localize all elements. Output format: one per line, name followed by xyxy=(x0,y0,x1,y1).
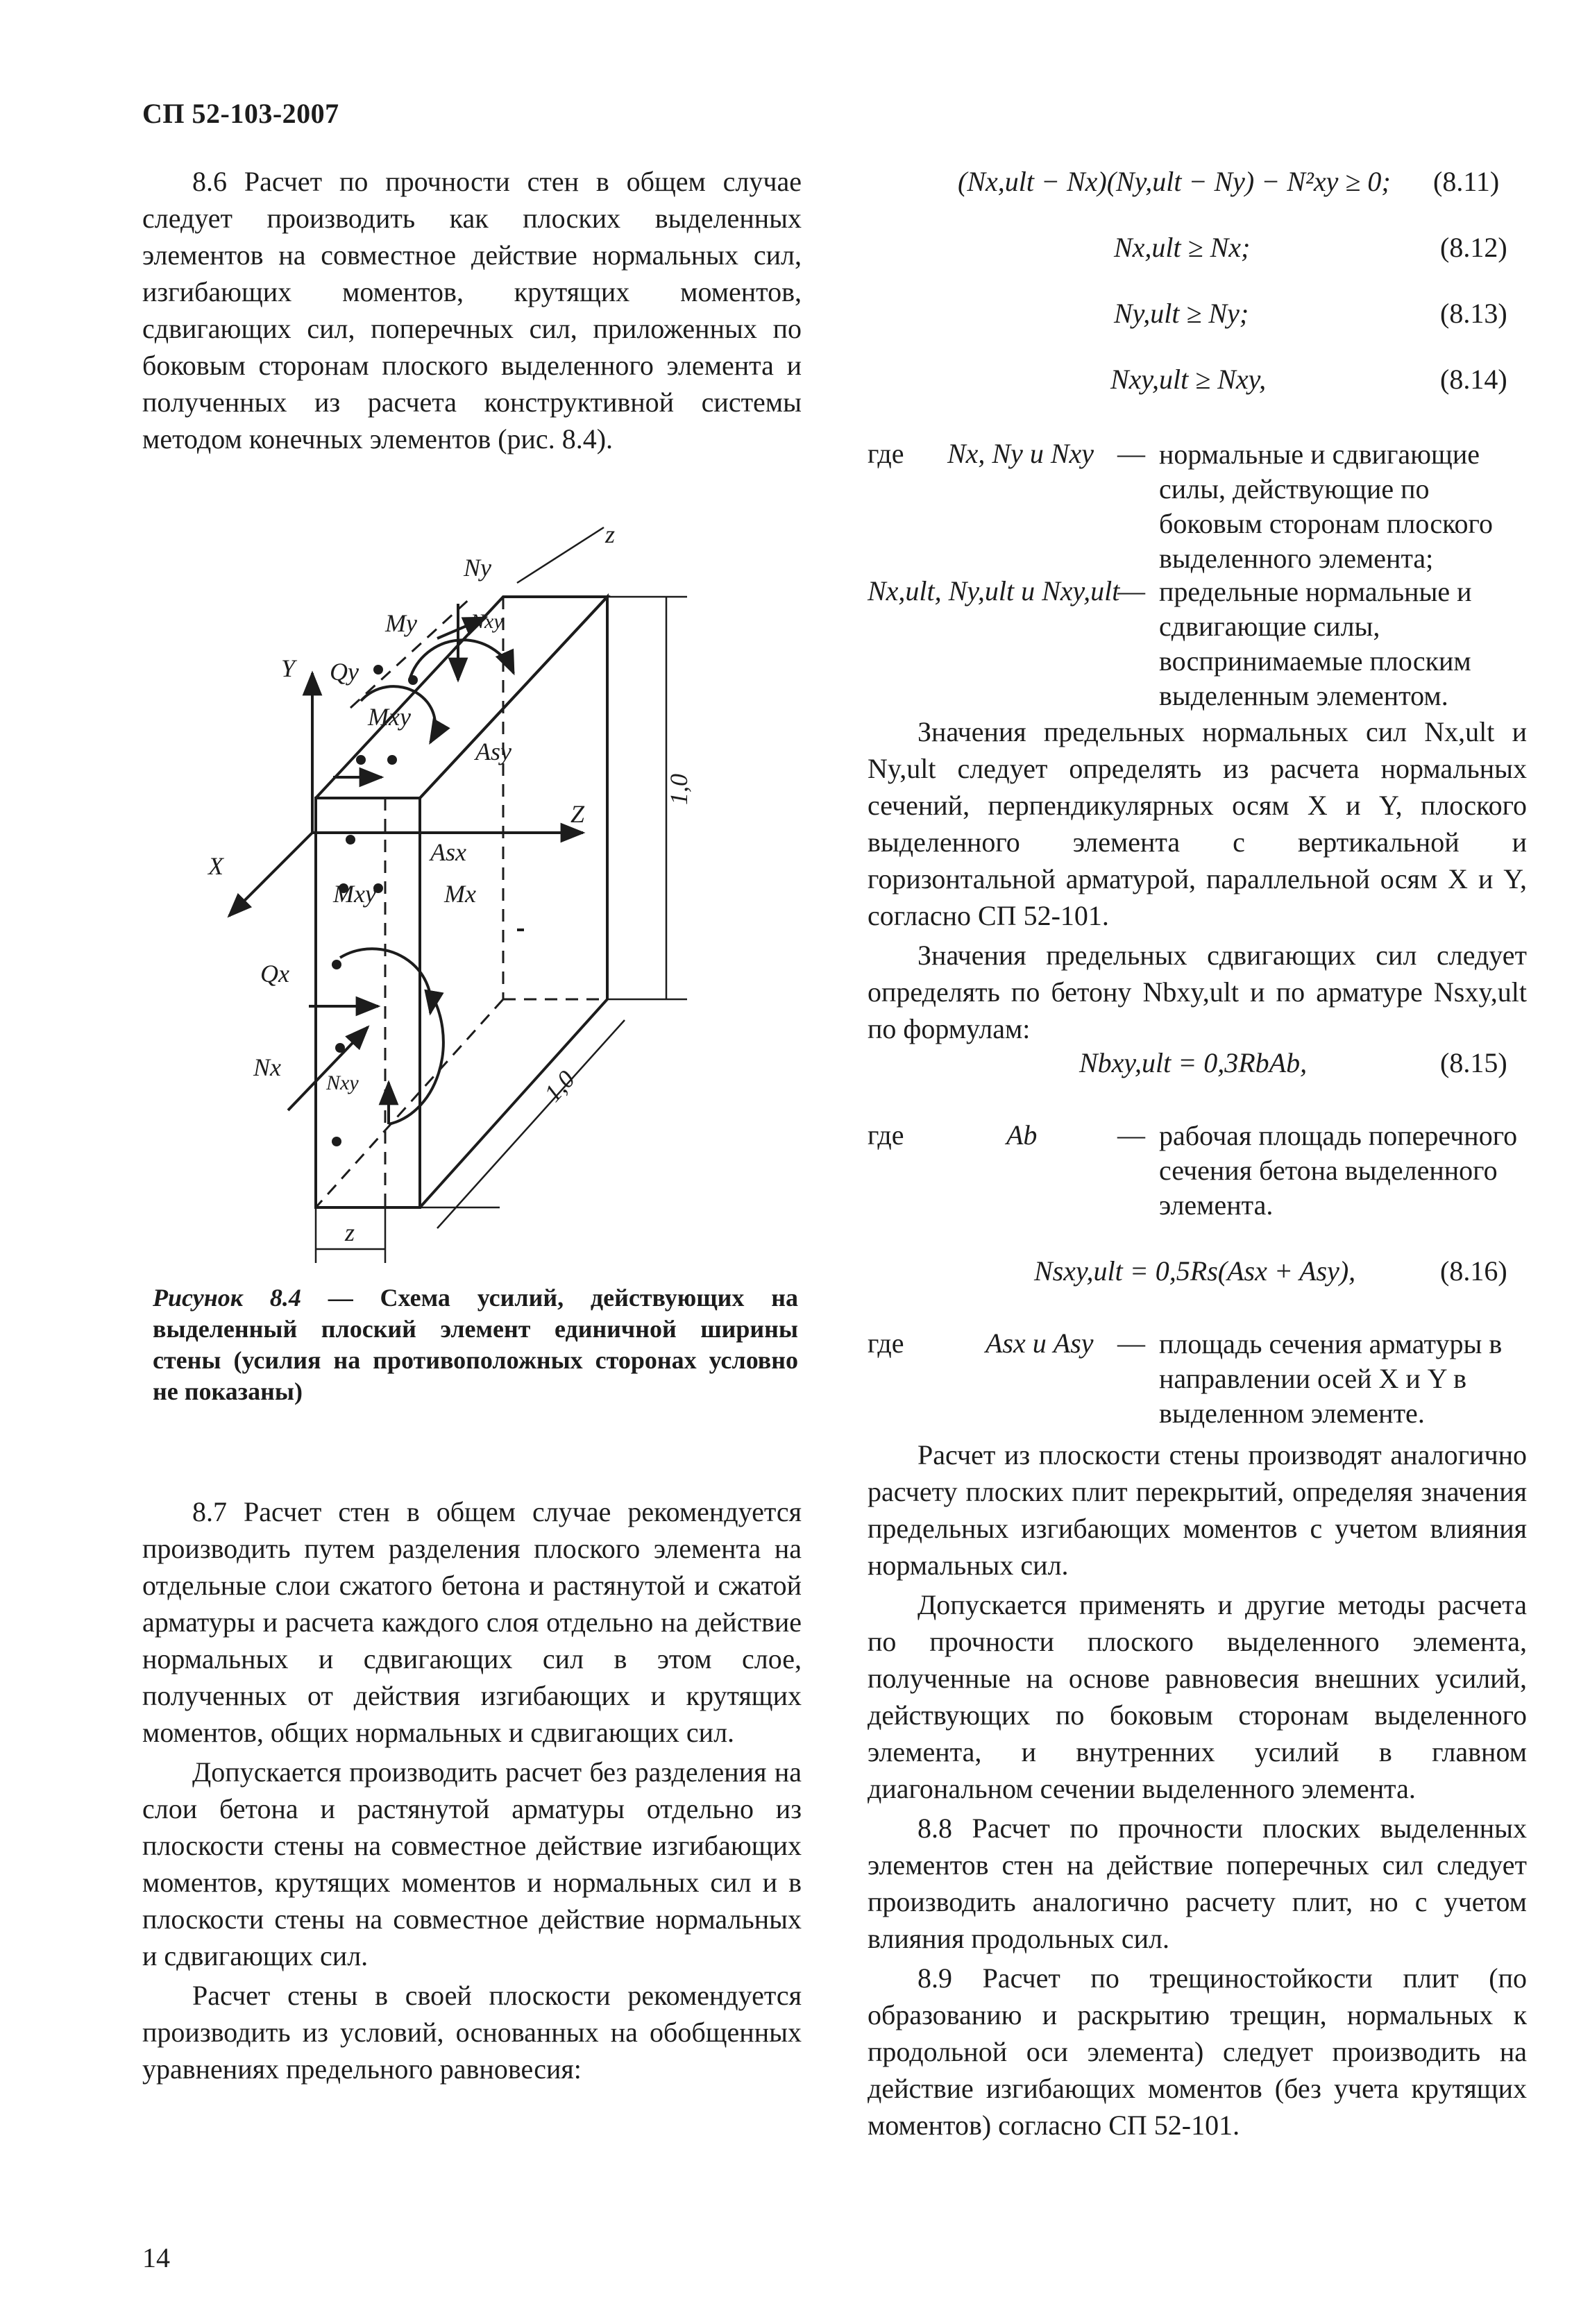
equation-8-12: Nx,ult ≥ Nx; xyxy=(1114,232,1251,263)
equation-8-16: Nsxy,ult = 0,5Rs(Asx + Asy), xyxy=(1034,1255,1356,1287)
label-qx: Qx xyxy=(260,960,289,987)
equation-8-13: Ny,ult ≥ Ny; xyxy=(1114,298,1249,329)
right-column-middle xyxy=(868,713,1527,1047)
where-dash-4: — xyxy=(1117,1328,1145,1359)
where-symbol-ab: Ab xyxy=(1006,1119,1038,1151)
paragraph-right-4: Допускается применять и другие методы расчета по прочности плоского выделенного элемента, полученные на основе равновесия внешних усилий, действующих по боковым сторонам выделенного элемента, и внутренних усилий в главном диагональном сечении выделенного элемента. xyxy=(868,1589,1527,1804)
label-y-axis: Y xyxy=(281,654,296,682)
paragraph-right-3: Расчет из плоскости стены производят аналогично расчету плоских плит перекрытий, определяя значения предельных изгибающих моментов с учетом влияния нормальных сил. xyxy=(868,1439,1527,1581)
paragraph-left-4: Расчет стены в своей плоскости рекомендуется производить из условий, основанных на обобщенных уравнениях предельного равновесия: xyxy=(142,1980,802,2085)
label-my: My xyxy=(385,609,417,637)
label-z-axis: Z xyxy=(570,800,585,828)
paragraph-8-8: 8.8 Расчет по прочности плоских выделенных элементов стен на действие поперечных сил следует производить аналогично расчету плит, но с учетом влияния продольных сил. xyxy=(868,1813,1527,1954)
paragraph-8-7: 8.7 Расчет стен в общем случае рекомендуется производить путем разделения плоского элемента на отдельные слои сжатого бетона и растянутой и сжатой арматуры и расчета каждого слоя отдельно на действие нормальных и сдвигающих сил в этом слое, полученных от действия изгибающих и крутящих моментов, общих нормальных и сдвигающих сил. xyxy=(142,1496,802,1748)
paragraph-8-6: 8.6 Расчет по прочности стен в общем случае следует производить как плоских выделенных элементов на совместное действие нормальных сил, изгибающих моментов, крутящих моментов, сдвигающих сил, поперечных сил, приложенных по боковым сторонам плоского выделенного элемента и полученных из расчета конструктивной системы методом конечных элементов (рис. 8.4). xyxy=(142,166,802,455)
page-number: 14 xyxy=(142,2242,170,2273)
label-nxy-bottom: Nxy xyxy=(326,1071,359,1094)
figure-caption-text: — Схема усилий, действующих на выделенный плоский элемент единичной ширины стены (усилия на противоположных сторонах условно не показаны) xyxy=(153,1284,798,1405)
where-symbols-2: Nx,ult, Ny,ult и Nxy,ult xyxy=(868,575,1120,607)
where-dash-3: — xyxy=(1117,1119,1145,1151)
paragraph-right-1: Значения предельных нормальных сил Nx,ult и Ny,ult следует определять из расчета нормальных сечений, перпендикулярных осям X и Y, плоского выделенного элемента с вертикальной и горизонтальной арматурой, параллельной осям X и Y, согласно СП 52-101. xyxy=(868,716,1527,931)
label-qy: Qy xyxy=(330,658,359,686)
label-mxy-top: Mxy xyxy=(368,703,411,731)
where-word-3: где xyxy=(868,1328,904,1359)
paragraph-right-2: Значения предельных сдвигающих сил следует определять по бетону Nbxy,ult и по арматуре Nsxy,ult по формулам: xyxy=(868,940,1527,1044)
where-word-2: где xyxy=(868,1119,904,1151)
where-word-1: где xyxy=(868,438,904,469)
left-column-top xyxy=(142,163,802,457)
right-column-bottom xyxy=(868,1436,1527,2144)
label-mxy-mid: Mxy xyxy=(333,880,376,908)
label-nx: Nx xyxy=(253,1053,281,1081)
where-definition-2: предельные нормальные и сдвигающие силы, воспринимаемые плоским выделенным элементом. xyxy=(1159,576,1472,711)
paragraph-left-3: Допускается производить расчет без разделения на слои бетона и растянутой арматуры отдельно из плоскости стены на совместное действие изгибающих моментов, крутящих моментов и нормальных сил и в плоскости стены на совместное действие нормальных и сдвигающих сил. xyxy=(142,1756,802,1971)
where-definition-ab: рабочая площадь поперечного сечения бетона выделенного элемента. xyxy=(1159,1120,1518,1221)
equation-8-14: Nxy,ult ≥ Nxy, xyxy=(1110,364,1267,395)
where-symbols-asx-asy: Asx и Asy xyxy=(986,1328,1094,1359)
dim-height: 1,0 xyxy=(665,774,693,805)
equation-number-8-13: (8.13) xyxy=(1440,298,1507,329)
paragraph-8-9: 8.9 Расчет по трещиностойкости плит (по образованию и раскрытию трещин, нормальных к продольной оси элемента) следует производить на действие изгибающих моментов (без учета крутящих моментов) согласно СП 52-101. xyxy=(868,1962,1527,2141)
where-definition-1: нормальные и сдвигающие силы, действующие по боковым сторонам плоского выделенного элемента; xyxy=(1159,439,1493,574)
where-definition-asx-asy: площадь сечения арматуры в направлении осей X и Y в выделенном элементе. xyxy=(1159,1328,1503,1429)
figure-caption xyxy=(153,1282,798,1407)
equation-8-15: Nbxy,ult = 0,3RbAb, xyxy=(1079,1047,1308,1078)
document-code: СП 52-103-2007 xyxy=(142,98,339,129)
label-x-axis: X xyxy=(208,852,223,880)
equation-number-8-15: (8.15) xyxy=(1440,1047,1507,1078)
dim-depth: 1,0 xyxy=(539,1065,581,1108)
equation-number-8-14: (8.14) xyxy=(1440,364,1507,395)
where-symbols-1: Nx, Ny и Nxy xyxy=(947,438,1094,469)
figure-8-4-diagram xyxy=(139,514,805,1270)
label-mx: Mx xyxy=(444,880,476,908)
where-dash-2: — xyxy=(1117,575,1145,607)
label-ny: Ny xyxy=(464,554,491,582)
figure-caption-label: Рисунок 8.4 xyxy=(153,1284,301,1312)
force-arrows xyxy=(288,604,524,1124)
equation-8-11: (Nx,ult − Nx)(Ny,ult − Ny) − N²xy ≥ 0; xyxy=(958,166,1391,197)
equation-number-8-12: (8.12) xyxy=(1440,232,1507,263)
label-asy: Asy xyxy=(475,738,511,765)
left-column-bottom xyxy=(142,1493,802,2087)
where-dash-1: — xyxy=(1117,438,1145,469)
x-axis-arrow xyxy=(229,833,312,916)
label-asx: Asx xyxy=(430,838,466,866)
equation-number-8-16: (8.16) xyxy=(1440,1255,1507,1287)
dim-z-top: z xyxy=(605,520,616,548)
dim-z-bottom: z xyxy=(345,1219,355,1246)
equation-number-8-11: (8.11) xyxy=(1433,166,1500,197)
label-nxy-top: Nxy xyxy=(471,610,503,633)
